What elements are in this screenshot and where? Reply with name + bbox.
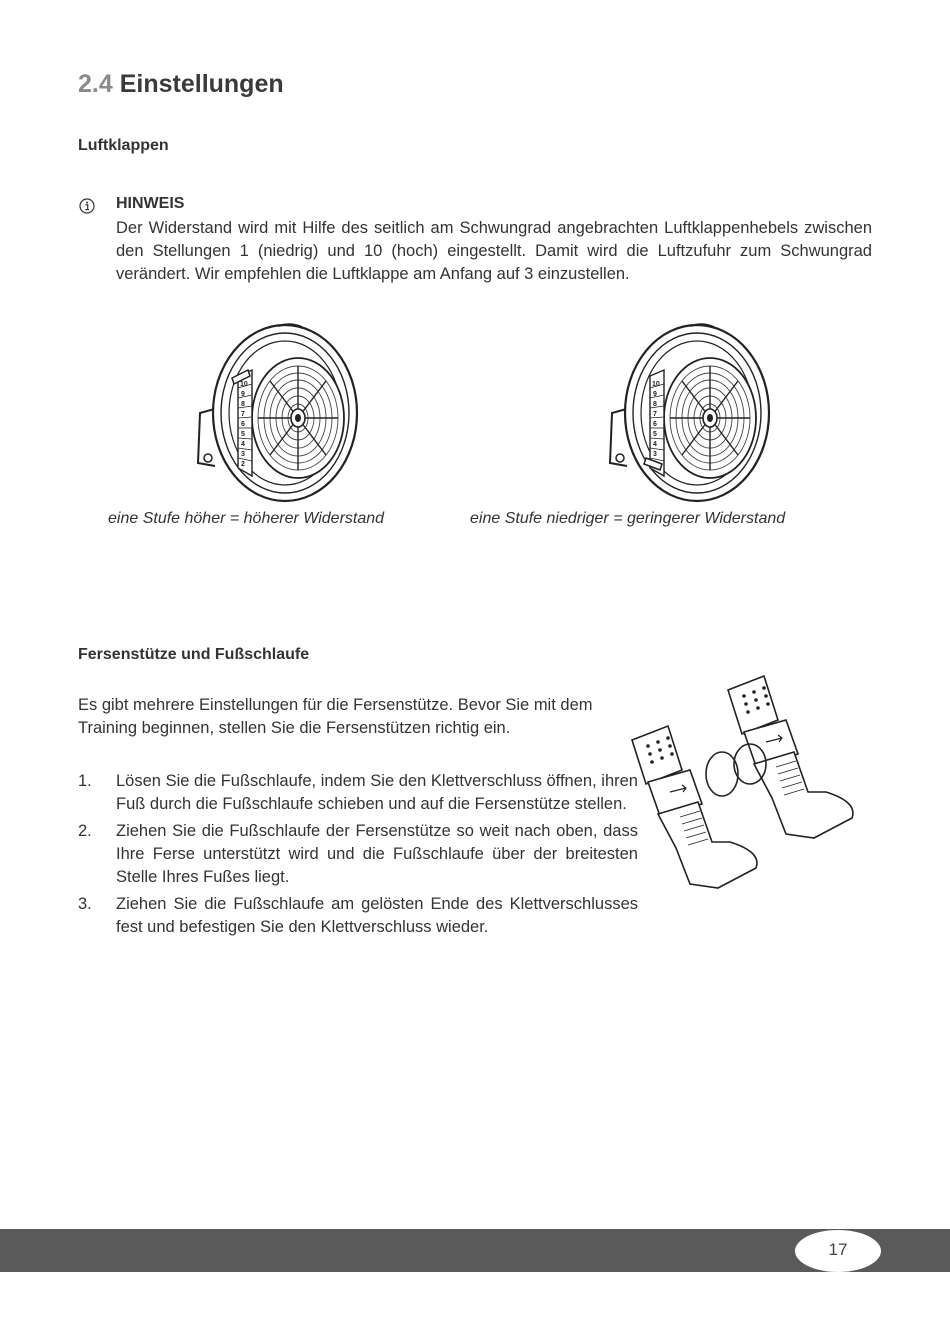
svg-text:5: 5 — [653, 431, 657, 438]
fersen-intro: Es gibt mehrere Einstellungen für die Fersenstütze. Bevor Sie mit dem Training beginnen, stellen Sie die Fersenstützen richtig ein. — [78, 696, 593, 737]
steps-list — [78, 770, 638, 943]
section-title — [78, 70, 284, 99]
hint-label: HINWEIS — [116, 195, 185, 212]
section-number: 2.4 — [78, 70, 113, 98]
flywheel-illustration-right — [602, 318, 782, 508]
info-icon — [79, 198, 95, 214]
svg-text:8: 8 — [653, 401, 657, 408]
page-number: 17 — [828, 1240, 848, 1259]
svg-text:6: 6 — [653, 421, 657, 428]
svg-text:3: 3 — [653, 451, 657, 458]
svg-text:4: 4 — [241, 441, 245, 448]
list-item — [78, 770, 638, 816]
hint-text: Der Widerstand wird mit Hilfe des seitlich am Schwungrad angebrachten Luftklappenhebels zwischen den Stellungen 1 (niedrig) und 10 (hoch) eingestellt. Damit wird die Luftzufuhr zum Schwungrad verändert. Wir empfehlen die Luftklappe am Anfang auf 3 einzustellen. — [116, 219, 872, 283]
step-text: Ziehen Sie die Fußschlaufe am gelösten Ende des Klettverschlusses fest und befestigen Sie den Klettverschluss wieder. — [116, 895, 638, 936]
svg-text:6: 6 — [241, 421, 245, 428]
svg-text:9: 9 — [653, 391, 657, 398]
step-text: Lösen Sie die Fußschlaufe, indem Sie den Klettverschluss öffnen, ihren Fuß durch die Fußschlaufe schieben und auf die Fersenstütze stellen. — [116, 772, 638, 813]
svg-text:2: 2 — [241, 461, 245, 468]
section-title-text: Einstellungen — [119, 70, 284, 98]
step-number: 2. — [78, 822, 92, 840]
step-number: 3. — [78, 895, 92, 913]
heel-support-illustration — [626, 672, 866, 900]
caption-lower: eine Stufe niedriger = geringerer Widerstand — [470, 510, 786, 527]
svg-text:7: 7 — [241, 411, 245, 418]
list-item — [78, 893, 638, 939]
svg-text:8: 8 — [241, 401, 245, 408]
step-number: 1. — [78, 772, 92, 790]
step-text: Ziehen Sie die Fußschlaufe der Fersenstütze so weit nach oben, dass Ihre Ferse unterstützt wird und die Fußschlaufe über der breitesten Stelle Ihres Fußes liegt. — [116, 822, 638, 886]
flywheel-illustration-left — [190, 318, 370, 508]
caption-higher: eine Stufe höher = höherer Widerstand — [108, 510, 385, 527]
luftklappen-heading: Luftklappen — [78, 137, 169, 154]
svg-text:10: 10 — [652, 381, 660, 388]
fersen-heading: Fersenstütze und Fußschlaufe — [78, 646, 310, 663]
svg-text:10: 10 — [240, 381, 248, 388]
svg-text:5: 5 — [241, 431, 245, 438]
svg-text:7: 7 — [653, 411, 657, 418]
svg-text:9: 9 — [241, 391, 245, 398]
list-item — [78, 820, 638, 889]
svg-text:4: 4 — [653, 441, 657, 448]
svg-text:3: 3 — [241, 451, 245, 458]
